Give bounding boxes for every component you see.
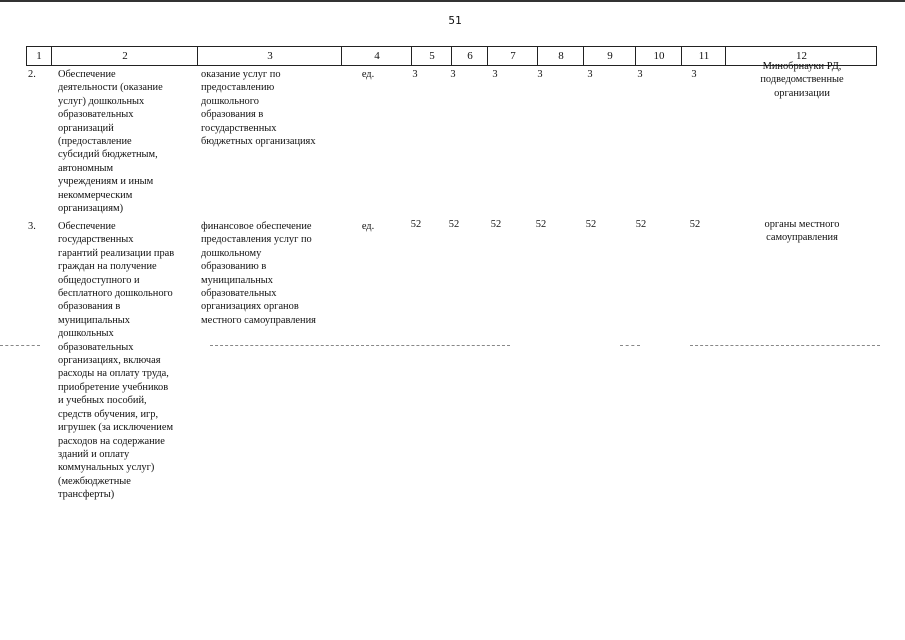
page-number: 51 [448, 14, 462, 27]
header-col-8: 8 [537, 47, 584, 65]
header-col-7: 7 [487, 47, 538, 65]
row-value-col5: 3 [412, 69, 418, 80]
row-value-col8: 3 [537, 69, 543, 80]
scan-artifact-line [0, 345, 40, 346]
row-responsible: органы местного самоуправления [764, 219, 840, 244]
header-col-9: 9 [583, 47, 636, 65]
header-col-4: 4 [341, 47, 412, 65]
row-value-col5: 52 [410, 219, 422, 230]
row-name: Обеспечение деятельности (оказание услуг) дошкольных образовательных организаций (предоставление субсидий бюджетным, автономным учреждениям и иным некоммерческим организациям) [58, 69, 163, 215]
row-value-col10: 3 [637, 69, 643, 80]
row-value-col7: 52 [490, 219, 502, 230]
scan-artifact-line [620, 345, 640, 346]
header-col-11: 11 [681, 47, 726, 65]
row-responsible: Минобрнауки РД, подведомственные организации [760, 61, 844, 99]
row-indicator: оказание услуг по предоставлению дошкольного образования в государственных бюджетных организациях [201, 69, 316, 148]
header-col-5: 5 [411, 47, 452, 65]
row-unit: ед. [361, 221, 375, 232]
row-value-col6: 52 [448, 219, 460, 230]
row-indicator: финансовое обеспечение предоставления услуг по дошкольному образованию в муниципальных образовательных организациях органов местного самоуправления [201, 221, 316, 326]
header-col-12: 12 [725, 47, 877, 65]
header-col-1: 1 [36, 50, 42, 62]
header-col-6: 6 [451, 47, 488, 65]
scan-artifact-line [210, 345, 510, 346]
row-value-col8: 52 [535, 219, 547, 230]
row-value-col11: 52 [689, 219, 701, 230]
row-value-col11: 3 [691, 69, 697, 80]
row-number: 3. [28, 221, 36, 232]
row-value-col9: 3 [587, 69, 593, 80]
row-number: 2. [28, 69, 36, 80]
header-col-3: 3 [197, 47, 342, 65]
row-value-col6: 3 [450, 69, 456, 80]
row-unit: ед. [361, 69, 375, 80]
row-value-col10: 52 [635, 219, 647, 230]
row-value-col7: 3 [492, 69, 498, 80]
top-border [0, 0, 905, 2]
scan-artifact-line [690, 345, 880, 346]
row-name: Обеспечение государственных гарантий реализации прав граждан на получение общедоступного и бесплатного дошкольного образования в муниципальных дошкольных образовательных организациях, включая расходы на оплату труда, приобретение учебников и учебных пособий, средств обучения, игр, игрушек (за исключением расходов на содержание зданий и оплату коммунальных услуг) (межбюджетные трансферты) [58, 221, 175, 501]
header-col-2: 2 [51, 47, 198, 65]
row-value-col9: 52 [585, 219, 597, 230]
header-col-10: 10 [635, 47, 682, 65]
